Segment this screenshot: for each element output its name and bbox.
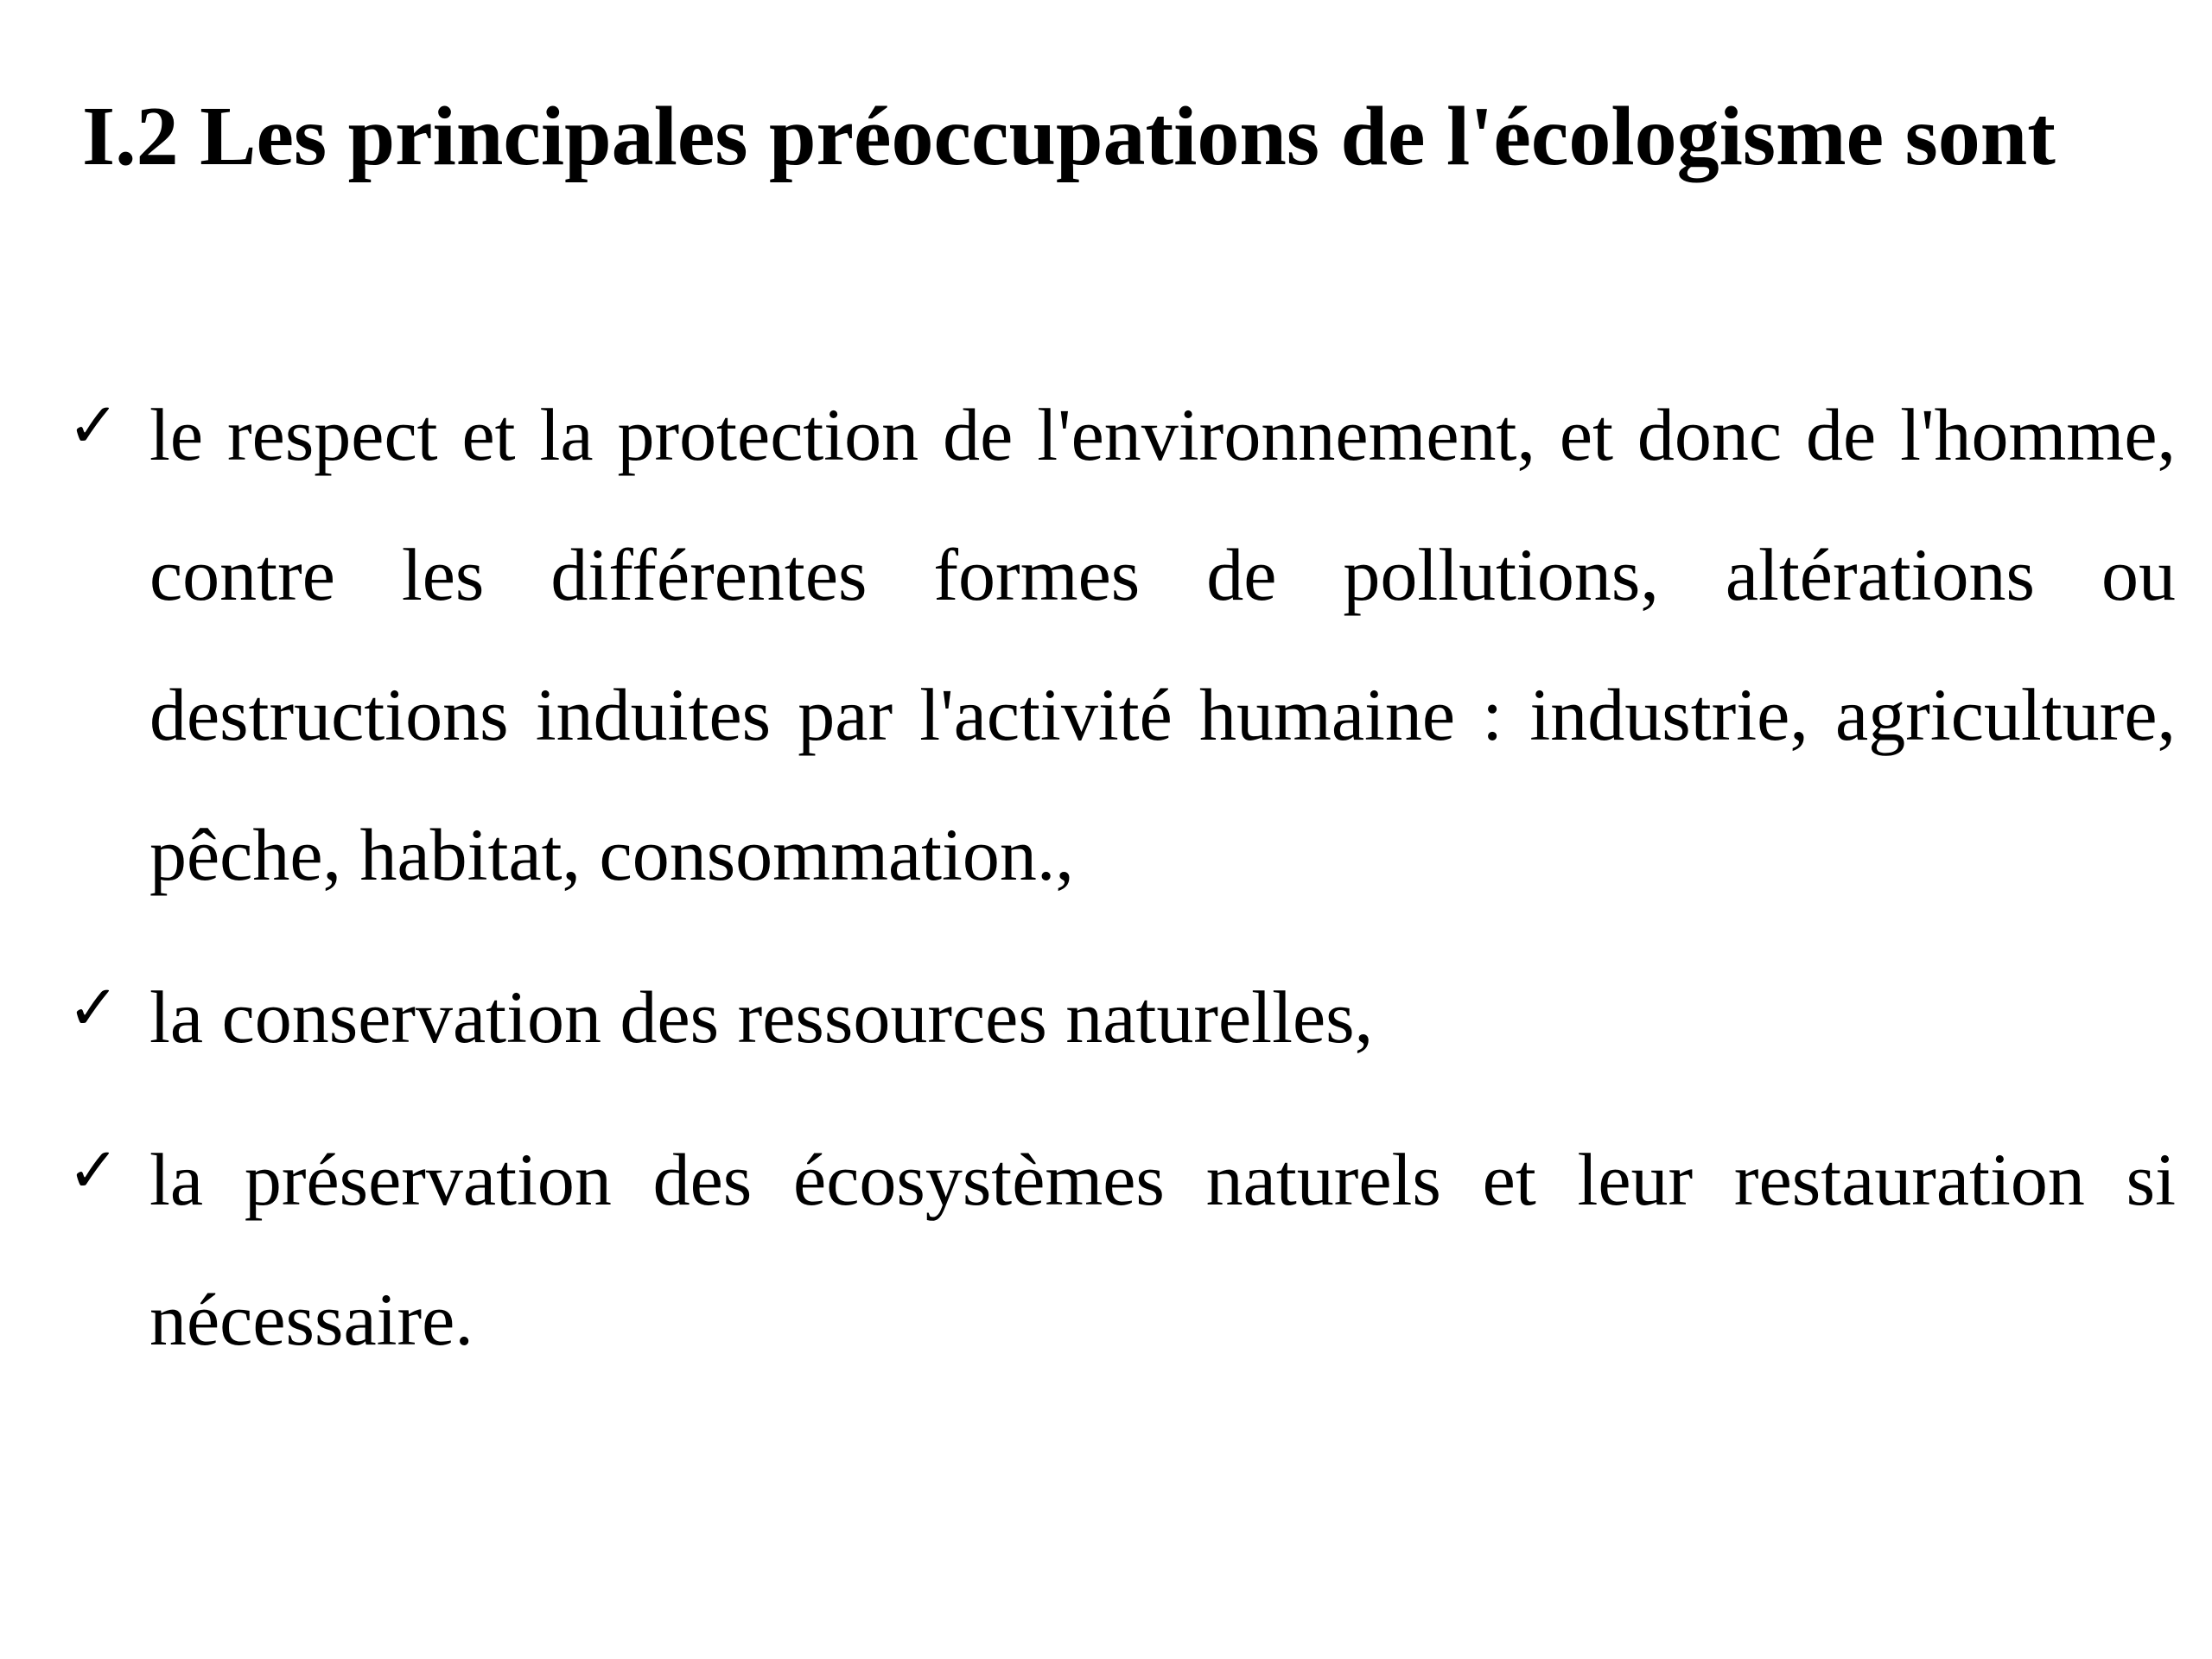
bullet-list — [67, 365, 2176, 1412]
list-item — [67, 365, 2176, 925]
bullet-text: la conservation des ressources naturelles, — [149, 976, 1374, 1058]
checkmark-icon: ✓ — [67, 389, 120, 461]
checkmark-icon: ✓ — [67, 1134, 120, 1206]
bullet-text: le respect et la protection de l'environnement, et donc de l'homme, contre les différentes formes de pollutions, altérations ou destructions induites par l'activité humaine : industrie, agriculture, pêche, habitat, consommation., — [149, 393, 2176, 896]
slide-title: I.2 Les principales préoccupations de l'écologisme sont — [82, 90, 2056, 183]
bullet-text: la préservation des écosystèmes naturels et leur restauration si nécessaire. — [149, 1138, 2176, 1361]
list-item — [67, 1109, 2176, 1389]
checkmark-icon: ✓ — [67, 971, 120, 1044]
list-item — [67, 947, 2176, 1087]
